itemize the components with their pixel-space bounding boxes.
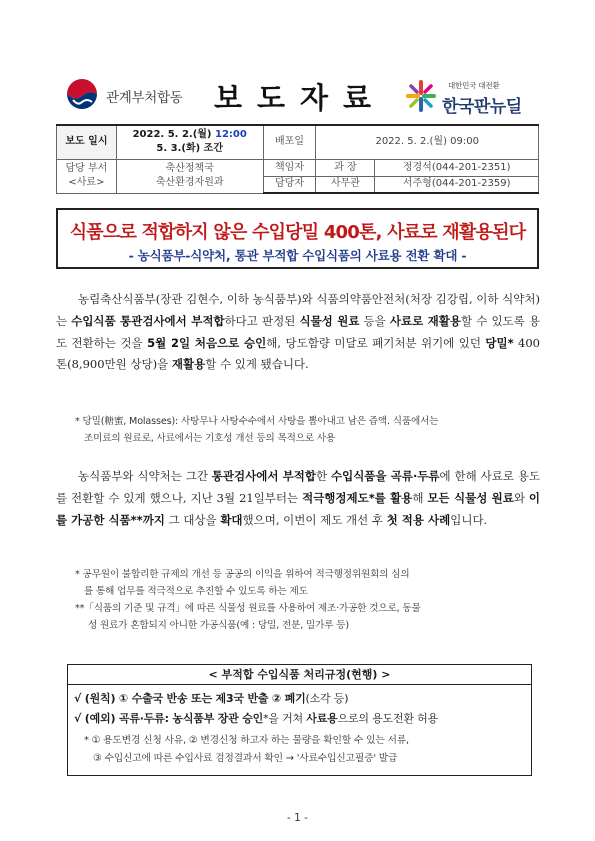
brand-tagline: 대한민국 대전환 — [448, 81, 500, 90]
release-time-label: 보도 일시 — [57, 125, 117, 159]
release-hour: 12:00 — [214, 129, 247, 141]
regulation-note-line1: * ① 용도변경 신청 사유, ② 변경신청 하고자 하는 물량을 확인할 수 있는 서류, — [84, 735, 409, 746]
staff-label: 담당자 — [263, 176, 316, 193]
brand-name: 한국판뉴딜 — [442, 97, 522, 117]
regulation-box-title: < 부적합 수입식품 처리규정(현행) > — [68, 665, 531, 685]
department-name — [116, 159, 263, 193]
press-release-header — [56, 72, 539, 122]
staff-title: 사무관 — [316, 176, 375, 193]
manager-contact: 정경석(044-201-2351) — [375, 159, 539, 176]
footnote-processed-food-line2: 성 원료가 혼합되지 아니한 가공식품(예 : 당밀, 전분, 밀가루 등) — [88, 620, 349, 631]
release-date-line2: 5. 3.(화) 조간 — [156, 143, 224, 155]
release-date-line1 — [133, 129, 247, 140]
footnote-active-admin — [75, 566, 545, 634]
bureau-name: 축산정책국 — [165, 163, 214, 174]
manager-row — [57, 159, 539, 176]
department-label-line1: 담당 부서 — [65, 163, 108, 174]
government-joint-label: 관계부처합동 — [106, 90, 183, 106]
footnote-molasses-line1: * 당밀(糖蜜, Molasses): 사탕무나 사탕수수에서 사탕을 뽑아내고 남은 즙액. 식품에서는 — [75, 416, 439, 427]
regulation-exception: √ (예외) 곡류·두류: 농식품부 장관 승인*을 거쳐 사료용으로의 용도전환 허용 — [74, 712, 438, 725]
headline-box — [56, 208, 539, 269]
footnote-molasses — [75, 413, 545, 447]
regulation-box — [67, 664, 532, 776]
korean-new-deal-logo-icon — [404, 79, 438, 113]
release-time-value — [116, 125, 263, 159]
government-emblem-icon — [64, 78, 100, 114]
regulation-note-line2: ③ 수입신고에 따른 수입사료 검정결과서 확인 → '사료수입신고필증' 발급 — [93, 753, 398, 764]
manager-title: 과 장 — [316, 159, 375, 176]
release-date: 2022. 5. 2.(월) — [132, 129, 215, 141]
department-label — [57, 159, 117, 193]
release-row — [57, 125, 539, 159]
press-release-title: 보도자료 — [214, 81, 387, 115]
release-info-table — [56, 124, 539, 194]
regulation-principle: √ (원칙) ① 수출국 반송 또는 제3국 반출 ② 폐기(소각 등) — [74, 692, 349, 705]
headline: 식품으로 적합하지 않은 수입당밀 400톤, 사료로 재활용된다 — [69, 222, 526, 243]
body-paragraph-1: 농림축산식품부(장관 김현수, 이하 농식품부)와 식품의약품안전처(처장 김강립, 이하 식약처)는 수입식품 통관검사에서 부적합하다고 판정된 식물성 원료 등을 사료로 재활용할 수 있도록 용도 전환하는 것을 5월 2일 처음으로 승인해, 당도함량 미달로 폐기처분 위기에 있던 당밀* 400톤(8,900만원 상당)을 재활용할 수 있게 됐습니다. — [56, 292, 540, 372]
distribution-value: 2022. 5. 2.(월) 09:00 — [316, 125, 539, 159]
page-number: - 1 - — [287, 812, 308, 824]
subheadline: - 농식품부-식약처, 통관 부적합 수입식품의 사료용 전환 확대 - — [128, 248, 467, 263]
department-label-line2: <사료> — [68, 177, 105, 188]
footnote-active-admin-line2: 를 통해 업무를 적극적으로 추진할 수 있도록 하는 제도 — [84, 586, 308, 597]
distribution-label: 배포일 — [263, 125, 316, 159]
division-name: 축산환경자원과 — [155, 177, 224, 188]
body-paragraph-2: 농식품부와 식약처는 그간 통관검사에서 부적합한 수입식품을 곡류·두류에 한해 사료로 용도를 전환할 수 있게 했으나, 지난 3월 21일부터는 적극행정제도*를 활용해 모든 식물성 원료와 이를 가공한 식품**까지 그 대상을 확대했으며, 이번이 제도 개선 후 첫 적용 사례입니다. — [56, 469, 541, 527]
footnote-processed-food-line1: **「식품의 기준 및 규격」에 따른 식물성 원료를 사용하여 제조·가공한 것으로, 동물 — [75, 603, 421, 614]
footnote-active-admin-line1: * 공무원이 불합리한 규제의 개선 등 공공의 이익을 위하여 적극행정위원회의 심의 — [75, 569, 410, 580]
footnote-molasses-line2: 조미료의 원료로, 사료에서는 기호성 개선 등의 목적으로 사용 — [84, 433, 336, 444]
staff-contact: 서주형(044-201-2359) — [375, 176, 539, 193]
manager-label: 책임자 — [263, 159, 316, 176]
